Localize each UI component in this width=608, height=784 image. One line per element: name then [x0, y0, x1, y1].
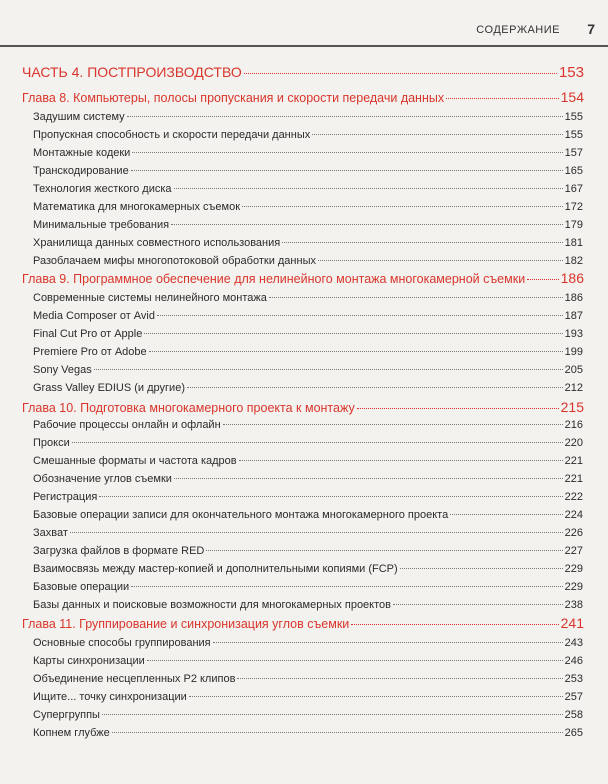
entry-title: Media Composer от Avid	[33, 310, 155, 322]
chapter-heading[interactable]	[22, 89, 584, 105]
entry-title: Взаимосвязь между мастер-копией и дополнительными копиями (FCP)	[33, 563, 398, 575]
dot-leader	[318, 260, 563, 261]
dot-leader	[400, 568, 563, 569]
chapter-heading[interactable]	[22, 399, 584, 415]
chapter-page: 154	[560, 89, 584, 105]
entry-page: 222	[564, 491, 583, 503]
entry-page: 186	[564, 292, 583, 304]
entry-page: 179	[564, 219, 583, 231]
toc-entry[interactable]	[33, 655, 583, 667]
part-title: ЧАСТЬ 4. ПОСТПРОИЗВОДСТВО	[22, 64, 242, 80]
entry-title: Захват	[33, 527, 68, 539]
entry-page: 220	[564, 437, 583, 449]
dot-leader	[149, 351, 563, 352]
entry-title: Карты синхронизации	[33, 655, 145, 667]
toc-entry[interactable]	[33, 599, 583, 611]
entry-title: Копнем глубже	[33, 727, 110, 739]
entry-page: 182	[564, 255, 583, 267]
entry-title: Загрузка файлов в формате RED	[33, 545, 205, 557]
chapter-title: Глава 8. Компьютеры, полосы пропускания и скорости передачи данных	[22, 91, 445, 105]
entry-title: Регистрация	[33, 491, 98, 503]
header-page-number: 7	[587, 21, 595, 37]
entry-title: Минимальные требования	[33, 219, 170, 231]
dot-leader	[72, 442, 563, 443]
toc-entry[interactable]	[33, 147, 583, 159]
chapter-title: Глава 11. Группирование и синхронизация углов съемки	[22, 617, 350, 631]
entry-title: Grass Valley EDIUS (и другие)	[33, 382, 185, 394]
entry-page: 229	[564, 581, 583, 593]
entry-page: 258	[564, 709, 583, 721]
dot-leader	[357, 408, 559, 409]
toc-entry[interactable]	[33, 310, 583, 322]
toc-entry[interactable]	[33, 129, 583, 141]
toc-entry[interactable]	[33, 563, 583, 575]
entry-title: Технология жесткого диска	[33, 183, 172, 195]
dot-leader	[282, 242, 562, 243]
toc-entry[interactable]	[33, 491, 583, 503]
toc-entry[interactable]	[33, 219, 583, 231]
toc-entry[interactable]	[33, 328, 583, 340]
dot-leader	[206, 550, 562, 551]
entry-title: Хранилища данных совместного использования	[33, 237, 281, 249]
dot-leader	[269, 297, 563, 298]
dot-leader	[351, 624, 558, 625]
dot-leader	[112, 732, 563, 733]
header-section-label: СОДЕРЖАНИЕ	[476, 24, 560, 36]
toc-entry[interactable]	[33, 382, 583, 394]
entry-title: Задушим систему	[33, 111, 125, 123]
dot-leader	[174, 478, 563, 479]
dot-leader	[527, 279, 558, 280]
toc-entry[interactable]	[33, 364, 583, 376]
dot-leader	[131, 586, 562, 587]
entry-page: 265	[564, 727, 583, 739]
entry-title: Математика для многокамерных съемок	[33, 201, 241, 213]
entry-page: 216	[564, 419, 583, 431]
toc-entry[interactable]	[33, 201, 583, 213]
entry-title: Супергруппы	[33, 709, 100, 721]
toc-entry[interactable]	[33, 473, 583, 485]
entry-title: Транскодирование	[33, 165, 129, 177]
entry-page: 205	[564, 364, 583, 376]
toc-entry[interactable]	[33, 581, 583, 593]
toc-entry[interactable]	[33, 292, 583, 304]
entry-title: Объединение несцепленных P2 клипов	[33, 673, 236, 685]
toc-entry[interactable]	[33, 673, 583, 685]
entry-page: 155	[564, 111, 583, 123]
entry-page: 212	[564, 382, 583, 394]
entry-page: 226	[564, 527, 583, 539]
entry-title: Современные системы нелинейного монтажа	[33, 292, 267, 304]
dot-leader	[244, 73, 557, 74]
chapter-page: 215	[560, 399, 584, 415]
entry-title: Premiere Pro от Adobe	[33, 346, 147, 358]
dot-leader	[393, 604, 563, 605]
entry-title: Базы данных и поисковые возможности для многокамерных проектов	[33, 599, 391, 611]
toc-entry[interactable]	[33, 237, 583, 249]
entry-title: Базовые операции записи для окончательного монтажа многокамерного проекта	[33, 509, 449, 521]
running-header	[0, 0, 608, 48]
toc-entry[interactable]	[33, 527, 583, 539]
dot-leader	[223, 424, 563, 425]
dot-leader	[450, 514, 562, 515]
toc-entry[interactable]	[33, 111, 583, 123]
dot-leader	[132, 152, 562, 153]
entry-page: 199	[564, 346, 583, 358]
entry-page: 227	[564, 545, 583, 557]
part-heading[interactable]	[22, 64, 584, 81]
entry-page: 221	[564, 473, 583, 485]
dot-leader	[171, 224, 563, 225]
entry-title: Обозначение углов съемки	[33, 473, 172, 485]
entry-title: Пропускная способность и скорости передачи данных	[33, 129, 311, 141]
toc-entry[interactable]	[33, 346, 583, 358]
entry-page: 224	[564, 509, 583, 521]
dot-leader	[131, 170, 563, 171]
dot-leader	[189, 696, 563, 697]
entry-title: Рабочие процессы онлайн и офлайн	[33, 419, 221, 431]
dot-leader	[94, 369, 563, 370]
toc-entry[interactable]	[33, 637, 583, 649]
dot-leader	[99, 496, 562, 497]
chapter-page: 186	[560, 270, 584, 286]
entry-title: Прокси	[33, 437, 70, 449]
entry-page: 257	[564, 691, 583, 703]
entry-page: 172	[564, 201, 583, 213]
header-rule	[0, 45, 608, 47]
entry-page: 243	[564, 637, 583, 649]
dot-leader	[70, 532, 563, 533]
toc-entry[interactable]	[33, 545, 583, 557]
dot-leader	[312, 134, 562, 135]
entry-page: 167	[564, 183, 583, 195]
toc-entry[interactable]	[33, 691, 583, 703]
toc-entry[interactable]	[33, 437, 583, 449]
toc-entry[interactable]	[33, 727, 583, 739]
entry-page: 253	[564, 673, 583, 685]
dot-leader	[144, 333, 562, 334]
chapter-heading[interactable]	[22, 270, 584, 286]
entry-page: 157	[564, 147, 583, 159]
entry-title: Базовые операции	[33, 581, 130, 593]
chapter-heading[interactable]	[22, 615, 584, 631]
entry-title: Монтажные кодеки	[33, 147, 131, 159]
dot-leader	[446, 98, 559, 99]
entry-title: Ищите... точку синхронизации	[33, 691, 187, 703]
dot-leader	[187, 387, 563, 388]
dot-leader	[213, 642, 563, 643]
entry-page: 246	[564, 655, 583, 667]
entry-page: 193	[564, 328, 583, 340]
part-page: 153	[558, 64, 584, 81]
entry-page: 155	[564, 129, 583, 141]
toc-entry[interactable]	[33, 255, 583, 267]
toc-entry[interactable]	[33, 419, 583, 431]
entry-title: Sony Vegas	[33, 364, 92, 376]
toc-entry[interactable]	[33, 455, 583, 467]
entry-page: 221	[564, 455, 583, 467]
entry-page: 165	[564, 165, 583, 177]
entry-title: Разоблачаем мифы многопотоковой обработки данных	[33, 255, 316, 267]
entry-page: 187	[564, 310, 583, 322]
toc-entry[interactable]	[33, 709, 583, 721]
dot-leader	[157, 315, 563, 316]
dot-leader	[239, 460, 563, 461]
dot-leader	[102, 714, 563, 715]
chapter-page: 241	[560, 615, 584, 631]
toc-entry[interactable]	[33, 509, 583, 521]
entry-title: Смешанные форматы и частота кадров	[33, 455, 237, 467]
dot-leader	[147, 660, 563, 661]
entry-page: 238	[564, 599, 583, 611]
entry-title: Основные способы группирования	[33, 637, 211, 649]
chapter-title: Глава 10. Подготовка многокамерного проекта к монтажу	[22, 401, 355, 415]
entry-page: 181	[564, 237, 583, 249]
entry-page: 229	[564, 563, 583, 575]
dot-leader	[237, 678, 562, 679]
dot-leader	[174, 188, 563, 189]
toc-entry[interactable]	[33, 183, 583, 195]
dot-leader	[127, 116, 563, 117]
dot-leader	[242, 206, 563, 207]
chapter-title: Глава 9. Программное обеспечение для нелинейного монтажа многокамерной съемки	[22, 272, 526, 286]
toc-entry[interactable]	[33, 165, 583, 177]
entry-title: Final Cut Pro от Apple	[33, 328, 143, 340]
